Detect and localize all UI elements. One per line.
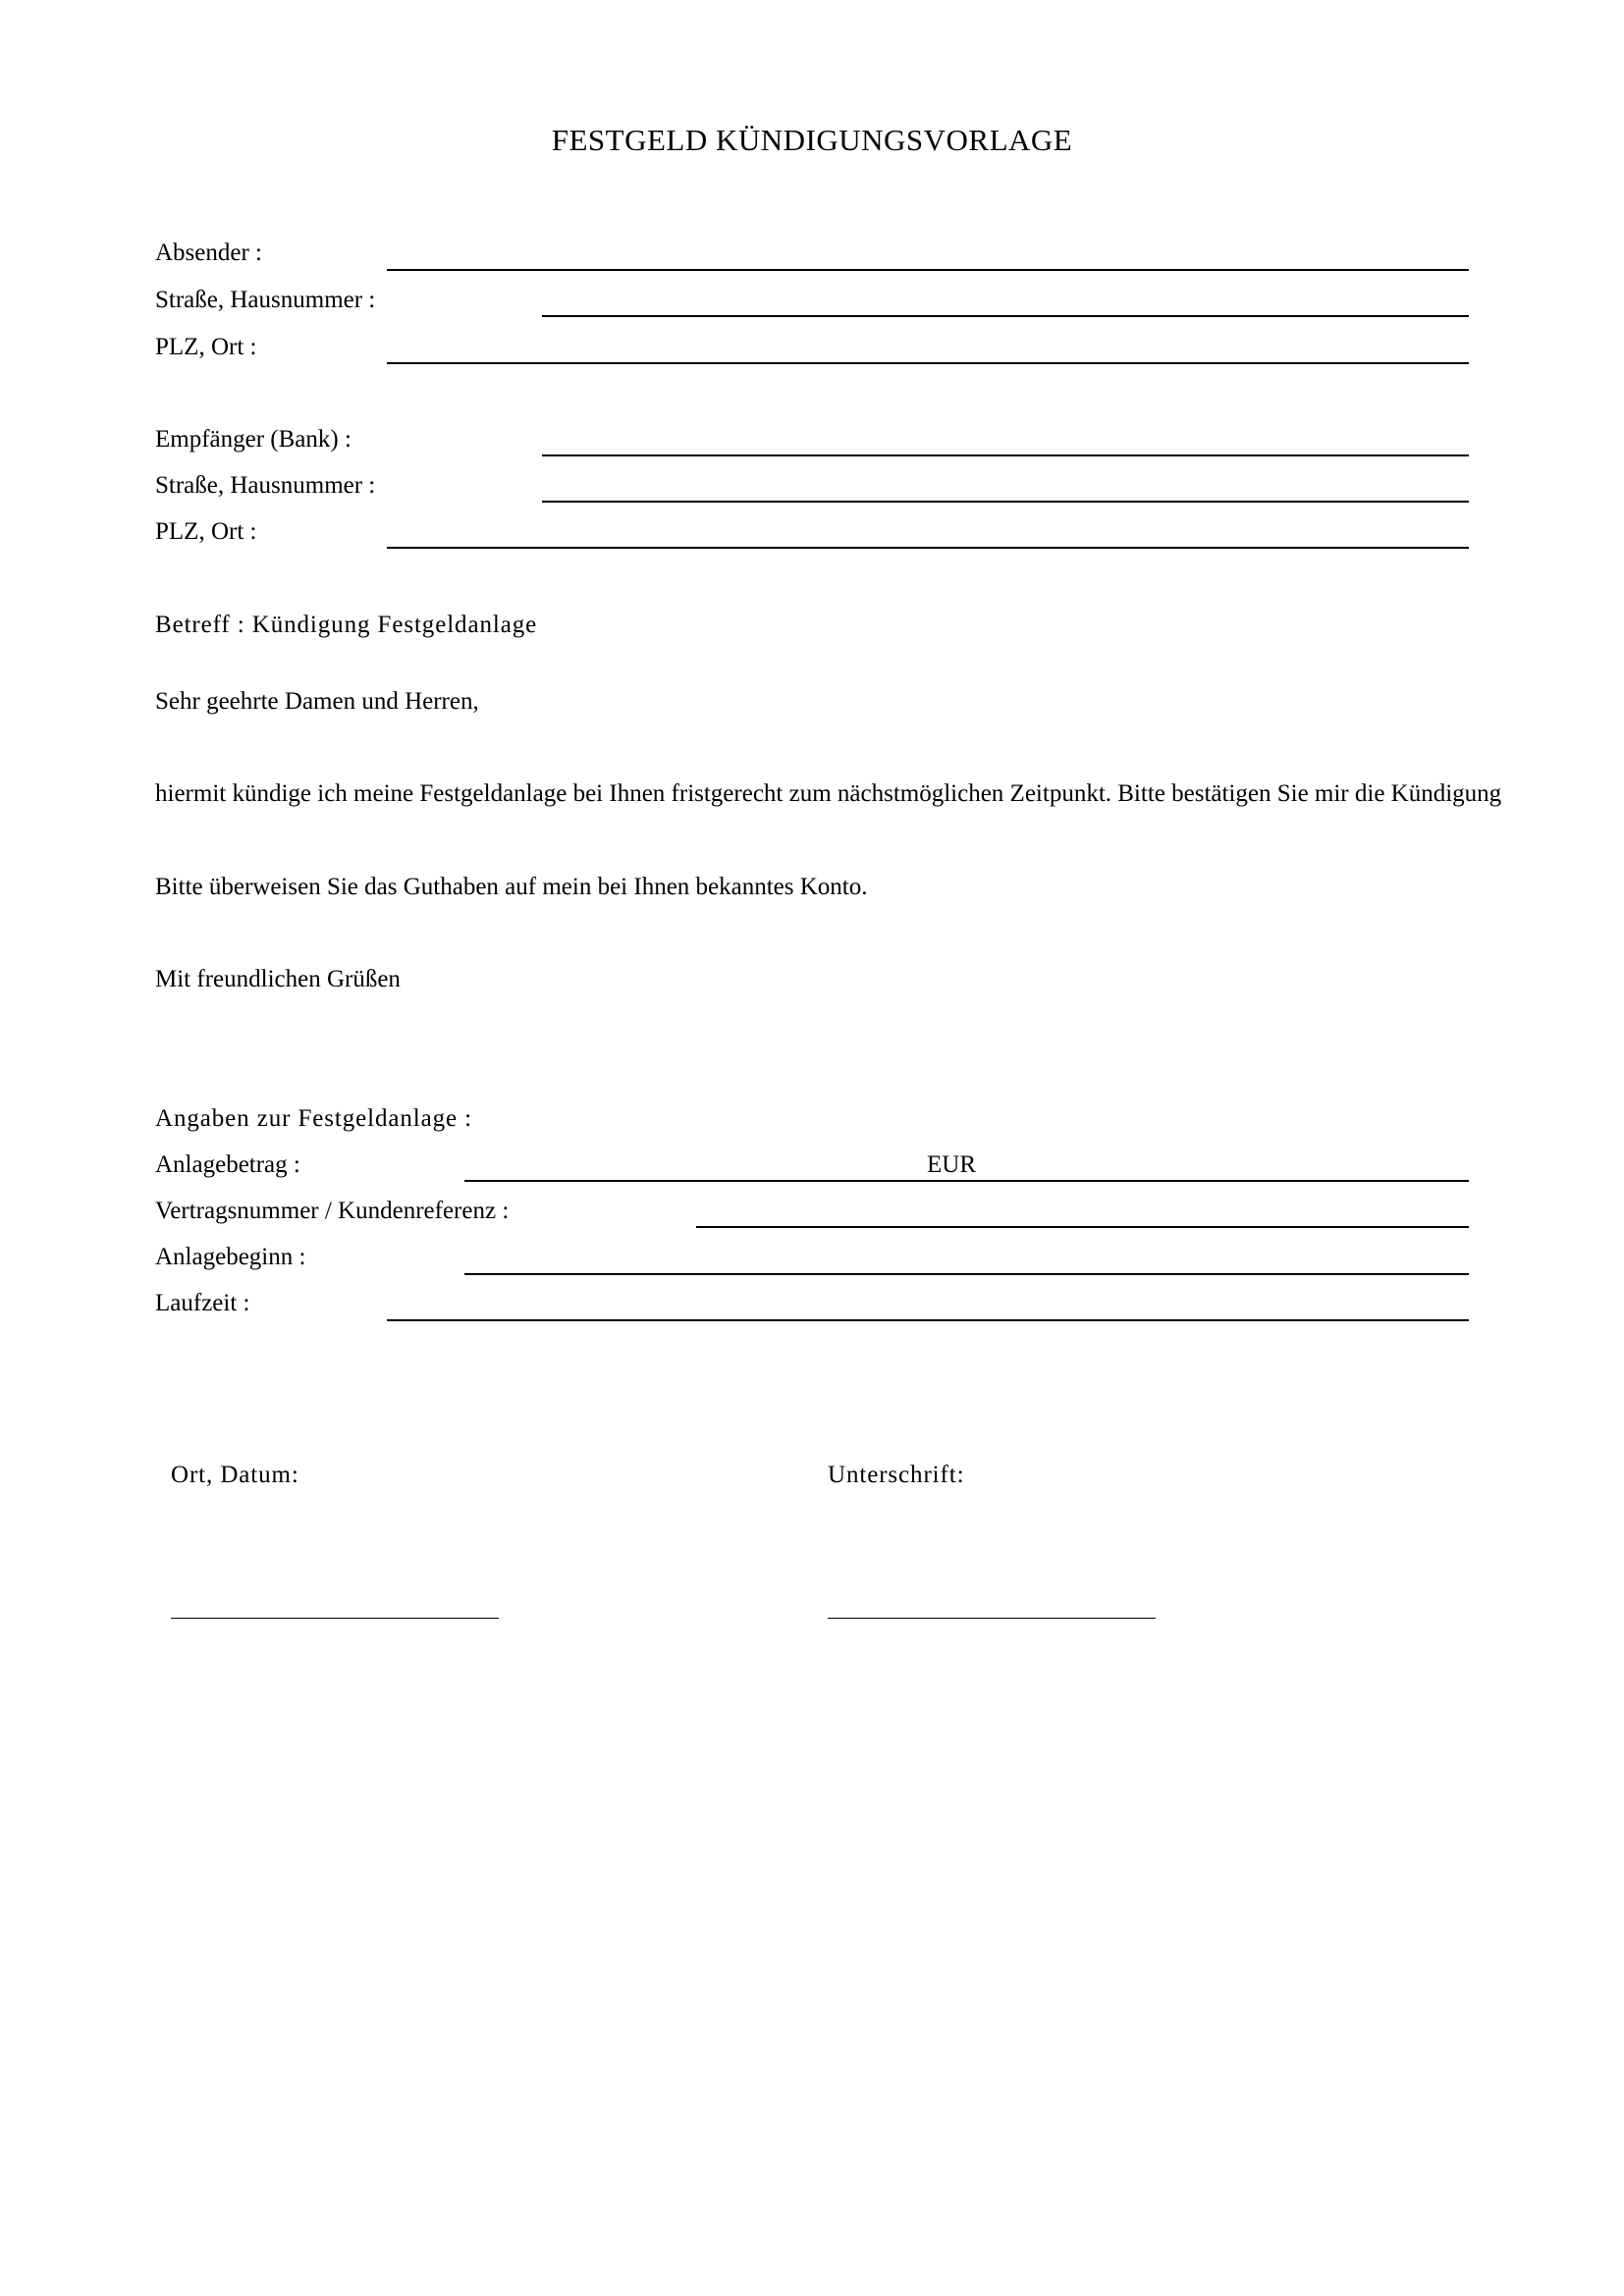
recipient-city-field[interactable]: [387, 547, 1469, 549]
start-date-label: Anlagebeginn :: [155, 1244, 306, 1270]
body-paragraph-2: Bitte überweisen Sie das Guthaben auf mein bei Ihnen bekanntes Konto.: [155, 874, 868, 900]
details-heading: Angaben zur Festgeldanlage :: [155, 1105, 473, 1132]
salutation: Sehr geehrte Damen und Herren,: [155, 688, 479, 715]
currency-label: EUR: [927, 1151, 976, 1178]
contract-number-field[interactable]: [696, 1226, 1469, 1228]
sender-name-field[interactable]: [387, 269, 1469, 271]
subject-line: Betreff : Kündigung Festgeldanlage: [155, 612, 538, 638]
recipient-street-label: Straße, Hausnummer :: [155, 472, 376, 499]
recipient-name-field[interactable]: [542, 454, 1469, 456]
sender-city-label: PLZ, Ort :: [155, 334, 257, 360]
recipient-street-field[interactable]: [542, 501, 1469, 503]
body-paragraph-1: hiermit kündige ich meine Festgeldanlage bei Ihnen fristgerecht zum nächstmöglichen Zeitpunkt. Bitte bestätigen Sie mir die Kündigung: [155, 780, 1502, 807]
contract-number-label: Vertragsnummer / Kundenreferenz :: [155, 1198, 510, 1224]
recipient-name-label: Empfänger (Bank) :: [155, 426, 352, 453]
sender-city-field[interactable]: [387, 362, 1469, 364]
place-date-field[interactable]: [171, 1618, 499, 1619]
term-label: Laufzeit :: [155, 1290, 250, 1316]
amount-label: Anlagebetrag :: [155, 1151, 300, 1178]
start-date-field[interactable]: [464, 1273, 1469, 1275]
term-field[interactable]: [387, 1319, 1469, 1321]
signature-field[interactable]: [828, 1618, 1156, 1619]
recipient-city-label: PLZ, Ort :: [155, 518, 257, 545]
sender-street-field[interactable]: [542, 315, 1469, 317]
place-date-label: Ort, Datum:: [171, 1462, 299, 1488]
sender-street-label: Straße, Hausnummer :: [155, 287, 376, 313]
closing: Mit freundlichen Grüßen: [155, 966, 401, 992]
amount-field[interactable]: [464, 1180, 1469, 1182]
sender-name-label: Absender :: [155, 240, 262, 266]
signature-label: Unterschrift:: [828, 1462, 965, 1488]
document-title: FESTGELD KÜNDIGUNGSVORLAGE: [551, 123, 1073, 157]
